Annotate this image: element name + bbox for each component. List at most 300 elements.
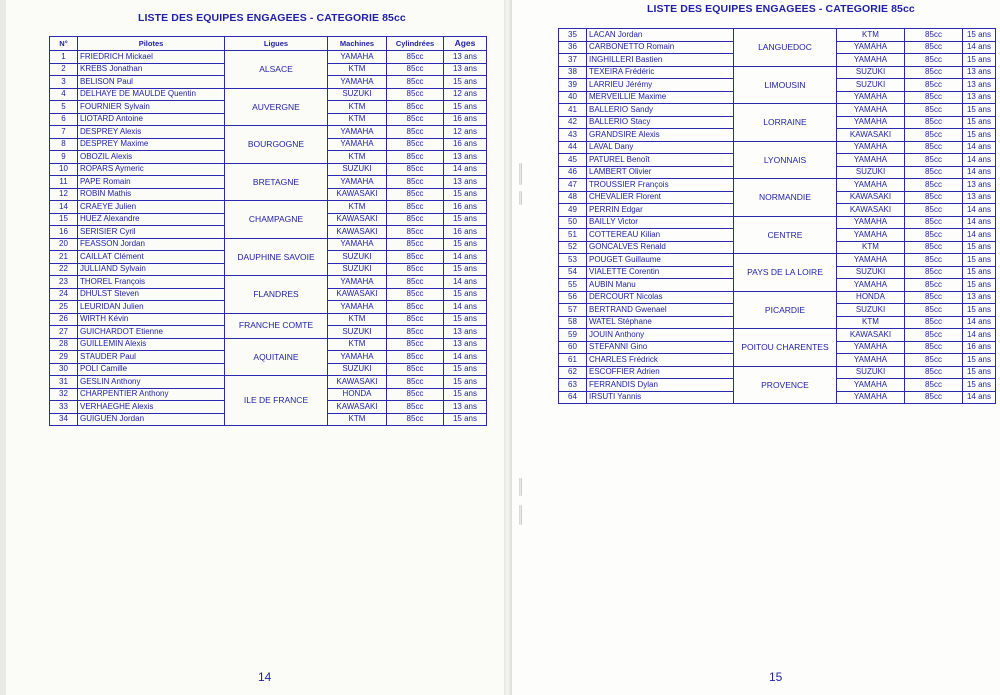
rider-name: KREBS Jonathan <box>78 63 225 76</box>
table-row <box>559 216 996 229</box>
engine-capacity: 85cc <box>387 151 444 164</box>
rider-number: 36 <box>559 41 587 54</box>
engine-capacity: 85cc <box>387 188 444 201</box>
machine-brand: YAMAHA <box>837 54 905 67</box>
rider-number: 5 <box>50 101 78 114</box>
engine-capacity: 85cc <box>387 288 444 301</box>
rider-age: 13 ans <box>444 151 487 164</box>
rider-name: WATEL Stéphane <box>587 316 734 329</box>
engine-capacity: 85cc <box>905 116 963 129</box>
rider-name: LARRIEU Jérémy <box>587 79 734 92</box>
machine-brand: YAMAHA <box>837 116 905 129</box>
rider-number: 6 <box>50 113 78 126</box>
engine-capacity: 85cc <box>387 238 444 251</box>
rider-age: 15 ans <box>963 241 996 254</box>
machine-brand: KAWASAKI <box>837 329 905 342</box>
engine-capacity: 85cc <box>387 88 444 101</box>
rider-age: 14 ans <box>963 141 996 154</box>
league-name: CHAMPAGNE <box>225 201 328 239</box>
league-name: PICARDIE <box>734 291 837 329</box>
machine-brand: KAWASAKI <box>328 213 387 226</box>
engine-capacity: 85cc <box>387 313 444 326</box>
machine-brand: KAWASAKI <box>328 188 387 201</box>
machine-brand: YAMAHA <box>837 179 905 192</box>
rider-name: CHEVALIER Florent <box>587 191 734 204</box>
machine-brand: YAMAHA <box>837 391 905 404</box>
machine-brand: YAMAHA <box>837 216 905 229</box>
machine-brand: SUZUKI <box>328 263 387 276</box>
engine-capacity: 85cc <box>905 329 963 342</box>
rider-age: 13 ans <box>444 51 487 64</box>
machine-brand: SUZUKI <box>837 266 905 279</box>
rider-age: 16 ans <box>963 341 996 354</box>
rider-age: 14 ans <box>963 41 996 54</box>
engine-capacity: 85cc <box>905 279 963 292</box>
rider-age: 13 ans <box>444 401 487 414</box>
rider-number: 56 <box>559 291 587 304</box>
machine-brand: YAMAHA <box>837 104 905 117</box>
engine-capacity: 85cc <box>905 91 963 104</box>
machine-brand: KAWASAKI <box>328 226 387 239</box>
rider-age: 15 ans <box>444 388 487 401</box>
engine-capacity: 85cc <box>905 291 963 304</box>
rider-number: 55 <box>559 279 587 292</box>
rider-age: 14 ans <box>963 154 996 167</box>
engine-capacity: 85cc <box>905 54 963 67</box>
rider-age: 15 ans <box>963 29 996 42</box>
table-row <box>559 141 996 154</box>
league-name: ILE DE FRANCE <box>225 376 328 426</box>
rider-age: 15 ans <box>963 366 996 379</box>
machine-brand: KTM <box>837 29 905 42</box>
league-name: CENTRE <box>734 216 837 254</box>
rider-age: 14 ans <box>963 329 996 342</box>
machine-brand: KAWASAKI <box>328 376 387 389</box>
staple-mark <box>519 191 522 205</box>
engine-capacity: 85cc <box>387 263 444 276</box>
league-name: FLANDRES <box>225 276 328 314</box>
rider-age: 13 ans <box>963 191 996 204</box>
rider-age: 15 ans <box>444 213 487 226</box>
table-row <box>50 201 487 214</box>
right-table-body <box>559 29 996 404</box>
engine-capacity: 85cc <box>387 138 444 151</box>
engine-capacity: 85cc <box>905 41 963 54</box>
engine-capacity: 85cc <box>905 191 963 204</box>
book-spine <box>504 0 512 695</box>
rider-name: HUEZ Alexandre <box>78 213 225 226</box>
engine-capacity: 85cc <box>387 276 444 289</box>
rider-name: BAILLY Victor <box>587 216 734 229</box>
rider-number: 44 <box>559 141 587 154</box>
rider-number: 27 <box>50 326 78 339</box>
rider-number: 29 <box>50 351 78 364</box>
engine-capacity: 85cc <box>387 388 444 401</box>
engine-capacity: 85cc <box>905 129 963 142</box>
league-name: LYONNAIS <box>734 141 837 179</box>
rider-number: 33 <box>50 401 78 414</box>
machine-brand: SUZUKI <box>837 166 905 179</box>
table-row <box>559 366 996 379</box>
rider-number: 23 <box>50 276 78 289</box>
rider-age: 14 ans <box>444 251 487 264</box>
engine-capacity: 85cc <box>387 363 444 376</box>
rider-age: 14 ans <box>444 301 487 314</box>
rider-number: 49 <box>559 204 587 217</box>
league-name: PROVENCE <box>734 366 837 404</box>
rider-name: LEURIDAN Julien <box>78 301 225 314</box>
machine-brand: KTM <box>328 113 387 126</box>
rider-name: FERRANDIS Dylan <box>587 379 734 392</box>
machine-brand: KAWASAKI <box>328 288 387 301</box>
rider-age: 15 ans <box>444 288 487 301</box>
table-row <box>50 338 487 351</box>
machine-brand: YAMAHA <box>837 154 905 167</box>
rider-name: GUIGUEN Jordan <box>78 413 225 426</box>
table-row <box>559 329 996 342</box>
rider-age: 15 ans <box>963 54 996 67</box>
table-row <box>50 276 487 289</box>
rider-age: 16 ans <box>444 201 487 214</box>
machine-brand: KAWASAKI <box>328 401 387 414</box>
engine-capacity: 85cc <box>387 401 444 414</box>
rider-number: 10 <box>50 163 78 176</box>
rider-number: 15 <box>50 213 78 226</box>
engine-capacity: 85cc <box>387 301 444 314</box>
machine-brand: KTM <box>328 338 387 351</box>
rider-name: SERISIER Cyril <box>78 226 225 239</box>
rider-name: IRSUTI Yannis <box>587 391 734 404</box>
machine-brand: KTM <box>328 63 387 76</box>
table-row <box>50 51 487 64</box>
machine-brand: SUZUKI <box>328 88 387 101</box>
table-header-row <box>50 37 487 51</box>
engine-capacity: 85cc <box>905 104 963 117</box>
engine-capacity: 85cc <box>387 63 444 76</box>
rider-name: GESLIN Anthony <box>78 376 225 389</box>
rider-name: GONCALVES Renald <box>587 241 734 254</box>
engine-capacity: 85cc <box>905 179 963 192</box>
rider-name: POUGET Guillaume <box>587 254 734 267</box>
header-ages: Ages <box>444 37 487 51</box>
rider-age: 12 ans <box>444 88 487 101</box>
rider-age: 15 ans <box>444 376 487 389</box>
rider-number: 26 <box>50 313 78 326</box>
machine-brand: SUZUKI <box>328 326 387 339</box>
engine-capacity: 85cc <box>387 101 444 114</box>
rider-name: FEASSON Jordan <box>78 238 225 251</box>
machine-brand: HONDA <box>837 291 905 304</box>
machine-brand: YAMAHA <box>837 41 905 54</box>
left-entries-table <box>49 36 487 426</box>
rider-number: 3 <box>50 76 78 89</box>
rider-number: 8 <box>50 138 78 151</box>
machine-brand: KTM <box>328 313 387 326</box>
rider-name: LACAN Jordan <box>587 29 734 42</box>
rider-number: 53 <box>559 254 587 267</box>
rider-age: 13 ans <box>963 179 996 192</box>
rider-name: LAVAL Dany <box>587 141 734 154</box>
rider-number: 34 <box>50 413 78 426</box>
rider-name: DELHAYE DE MAULDE Quentin <box>78 88 225 101</box>
engine-capacity: 85cc <box>387 126 444 139</box>
machine-brand: YAMAHA <box>328 176 387 189</box>
rider-name: ESCOFFIER Adrien <box>587 366 734 379</box>
machine-brand: KAWASAKI <box>837 191 905 204</box>
rider-number: 20 <box>50 238 78 251</box>
right-entries-table <box>558 28 996 404</box>
rider-name: PERRIN Edgar <box>587 204 734 217</box>
machine-brand: KAWASAKI <box>837 129 905 142</box>
table-row <box>50 238 487 251</box>
machine-brand: KTM <box>328 101 387 114</box>
engine-capacity: 85cc <box>905 166 963 179</box>
engine-capacity: 85cc <box>905 66 963 79</box>
rider-number: 62 <box>559 366 587 379</box>
rider-age: 14 ans <box>963 216 996 229</box>
machine-brand: SUZUKI <box>837 304 905 317</box>
rider-age: 14 ans <box>444 351 487 364</box>
rider-age: 15 ans <box>444 363 487 376</box>
table-row <box>559 104 996 117</box>
rider-age: 14 ans <box>963 166 996 179</box>
rider-name: DESPREY Alexis <box>78 126 225 139</box>
rider-name: PATUREL Benoît <box>587 154 734 167</box>
rider-name: BALLERIO Sandy <box>587 104 734 117</box>
rider-number: 11 <box>50 176 78 189</box>
machine-brand: YAMAHA <box>328 126 387 139</box>
table-row <box>559 291 996 304</box>
rider-name: TROUSSIER François <box>587 179 734 192</box>
league-name: BOURGOGNE <box>225 126 328 164</box>
machine-brand: KTM <box>837 241 905 254</box>
machine-brand: SUZUKI <box>328 163 387 176</box>
rider-age: 15 ans <box>963 354 996 367</box>
rider-age: 16 ans <box>444 113 487 126</box>
rider-number: 25 <box>50 301 78 314</box>
league-name: POITOU CHARENTES <box>734 329 837 367</box>
table-row <box>50 88 487 101</box>
rider-number: 60 <box>559 341 587 354</box>
rider-number: 43 <box>559 129 587 142</box>
right-page-title: LISTE DES EQUIPES ENGAGEES - CATEGORIE 85cc <box>647 3 915 15</box>
rider-name: TEXEIRA Frédéric <box>587 66 734 79</box>
rider-number: 48 <box>559 191 587 204</box>
rider-name: ROPARS Aymeric <box>78 163 225 176</box>
rider-number: 50 <box>559 216 587 229</box>
engine-capacity: 85cc <box>387 226 444 239</box>
league-name: NORMANDIE <box>734 179 837 217</box>
machine-brand: HONDA <box>328 388 387 401</box>
rider-age: 13 ans <box>963 79 996 92</box>
rider-age: 15 ans <box>444 413 487 426</box>
machine-brand: YAMAHA <box>328 76 387 89</box>
table-row <box>559 179 996 192</box>
rider-number: 12 <box>50 188 78 201</box>
rider-age: 15 ans <box>444 101 487 114</box>
rider-age: 15 ans <box>444 76 487 89</box>
rider-number: 42 <box>559 116 587 129</box>
table-row <box>50 163 487 176</box>
rider-name: INGHILLERI Bastien <box>587 54 734 67</box>
rider-age: 12 ans <box>444 126 487 139</box>
rider-name: MERVEILLIE Maxime <box>587 91 734 104</box>
engine-capacity: 85cc <box>387 376 444 389</box>
rider-name: STEFANNI Gino <box>587 341 734 354</box>
engine-capacity: 85cc <box>905 229 963 242</box>
rider-age: 15 ans <box>963 266 996 279</box>
league-name: DAUPHINE SAVOIE <box>225 238 328 276</box>
engine-capacity: 85cc <box>905 354 963 367</box>
staple-mark <box>519 163 522 185</box>
machine-brand: SUZUKI <box>837 66 905 79</box>
rider-name: FOURNIER Sylvain <box>78 101 225 114</box>
engine-capacity: 85cc <box>387 201 444 214</box>
table-row <box>50 313 487 326</box>
engine-capacity: 85cc <box>905 266 963 279</box>
rider-name: JOUIN Anthony <box>587 329 734 342</box>
rider-name: BERTRAND Gwenael <box>587 304 734 317</box>
rider-age: 13 ans <box>444 326 487 339</box>
rider-number: 9 <box>50 151 78 164</box>
league-name: AUVERGNE <box>225 88 328 126</box>
rider-number: 64 <box>559 391 587 404</box>
rider-name: OBOZIL Alexis <box>78 151 225 164</box>
page-number-left: 14 <box>258 670 272 684</box>
rider-number: 31 <box>50 376 78 389</box>
rider-name: FRIEDRICH Mickael <box>78 51 225 64</box>
rider-age: 13 ans <box>444 176 487 189</box>
rider-age: 16 ans <box>444 138 487 151</box>
league-name: LANGUEDOC <box>734 29 837 67</box>
league-name: LORRAINE <box>734 104 837 142</box>
engine-capacity: 85cc <box>387 163 444 176</box>
machine-brand: YAMAHA <box>328 51 387 64</box>
machine-brand: YAMAHA <box>837 379 905 392</box>
rider-age: 15 ans <box>444 263 487 276</box>
rider-name: CAILLAT Clément <box>78 251 225 264</box>
engine-capacity: 85cc <box>905 316 963 329</box>
header-pilotes: Pilotes <box>78 37 225 51</box>
league-name: AQUITAINE <box>225 338 328 376</box>
rider-age: 14 ans <box>444 163 487 176</box>
rider-number: 40 <box>559 91 587 104</box>
rider-name: PAPE Romain <box>78 176 225 189</box>
rider-age: 16 ans <box>444 226 487 239</box>
machine-brand: YAMAHA <box>837 279 905 292</box>
league-name: PAYS DE LA LOIRE <box>734 254 837 292</box>
header-cylindrees: Cylindrées <box>387 37 444 51</box>
machine-brand: KAWASAKI <box>837 204 905 217</box>
engine-capacity: 85cc <box>387 251 444 264</box>
rider-number: 41 <box>559 104 587 117</box>
machine-brand: YAMAHA <box>837 254 905 267</box>
rider-number: 59 <box>559 329 587 342</box>
rider-name: DERCOURT Nicolas <box>587 291 734 304</box>
machine-brand: YAMAHA <box>837 341 905 354</box>
machine-brand: YAMAHA <box>328 138 387 151</box>
rider-name: VIALETTE Corentin <box>587 266 734 279</box>
engine-capacity: 85cc <box>387 176 444 189</box>
rider-number: 38 <box>559 66 587 79</box>
rider-name: CHARLES Frédrick <box>587 354 734 367</box>
rider-name: LAMBERT Olivier <box>587 166 734 179</box>
table-row <box>50 376 487 389</box>
rider-number: 21 <box>50 251 78 264</box>
rider-name: AUBIN Manu <box>587 279 734 292</box>
rider-age: 15 ans <box>963 279 996 292</box>
rider-age: 13 ans <box>444 338 487 351</box>
rider-number: 2 <box>50 63 78 76</box>
rider-age: 13 ans <box>444 63 487 76</box>
rider-name: POLI Camille <box>78 363 225 376</box>
rider-age: 14 ans <box>963 204 996 217</box>
rider-age: 13 ans <box>963 91 996 104</box>
rider-number: 61 <box>559 354 587 367</box>
rider-age: 15 ans <box>963 104 996 117</box>
rider-number: 4 <box>50 88 78 101</box>
rider-name: GRANDSIRE Alexis <box>587 129 734 142</box>
engine-capacity: 85cc <box>905 341 963 354</box>
rider-number: 57 <box>559 304 587 317</box>
league-name: ALSACE <box>225 51 328 89</box>
table-row <box>559 29 996 42</box>
page-number-right: 15 <box>769 670 783 684</box>
rider-number: 51 <box>559 229 587 242</box>
rider-age: 15 ans <box>444 313 487 326</box>
machine-brand: YAMAHA <box>837 141 905 154</box>
machine-brand: KTM <box>328 151 387 164</box>
rider-name: COTTEREAU Kilian <box>587 229 734 242</box>
rider-number: 46 <box>559 166 587 179</box>
engine-capacity: 85cc <box>387 338 444 351</box>
rider-number: 14 <box>50 201 78 214</box>
rider-age: 14 ans <box>963 316 996 329</box>
rider-age: 15 ans <box>444 188 487 201</box>
rider-age: 15 ans <box>963 379 996 392</box>
engine-capacity: 85cc <box>387 351 444 364</box>
engine-capacity: 85cc <box>905 79 963 92</box>
engine-capacity: 85cc <box>905 379 963 392</box>
header-ligues: Ligues <box>225 37 328 51</box>
engine-capacity: 85cc <box>905 154 963 167</box>
rider-name: JULLIAND Sylvain <box>78 263 225 276</box>
rider-number: 35 <box>559 29 587 42</box>
rider-number: 54 <box>559 266 587 279</box>
rider-number: 32 <box>50 388 78 401</box>
machine-brand: SUZUKI <box>837 79 905 92</box>
machine-brand: SUZUKI <box>837 366 905 379</box>
rider-number: 47 <box>559 179 587 192</box>
rider-number: 7 <box>50 126 78 139</box>
machine-brand: KTM <box>837 316 905 329</box>
rider-name: CRAEYE Julien <box>78 201 225 214</box>
engine-capacity: 85cc <box>905 216 963 229</box>
engine-capacity: 85cc <box>387 51 444 64</box>
rider-age: 14 ans <box>963 391 996 404</box>
engine-capacity: 85cc <box>387 113 444 126</box>
engine-capacity: 85cc <box>905 254 963 267</box>
rider-number: 22 <box>50 263 78 276</box>
rider-name: WIRTH Kévin <box>78 313 225 326</box>
machine-brand: YAMAHA <box>328 276 387 289</box>
rider-age: 14 ans <box>444 276 487 289</box>
rider-number: 52 <box>559 241 587 254</box>
staple-mark <box>519 478 522 496</box>
rider-age: 15 ans <box>444 238 487 251</box>
table-row <box>559 254 996 267</box>
rider-number: 37 <box>559 54 587 67</box>
